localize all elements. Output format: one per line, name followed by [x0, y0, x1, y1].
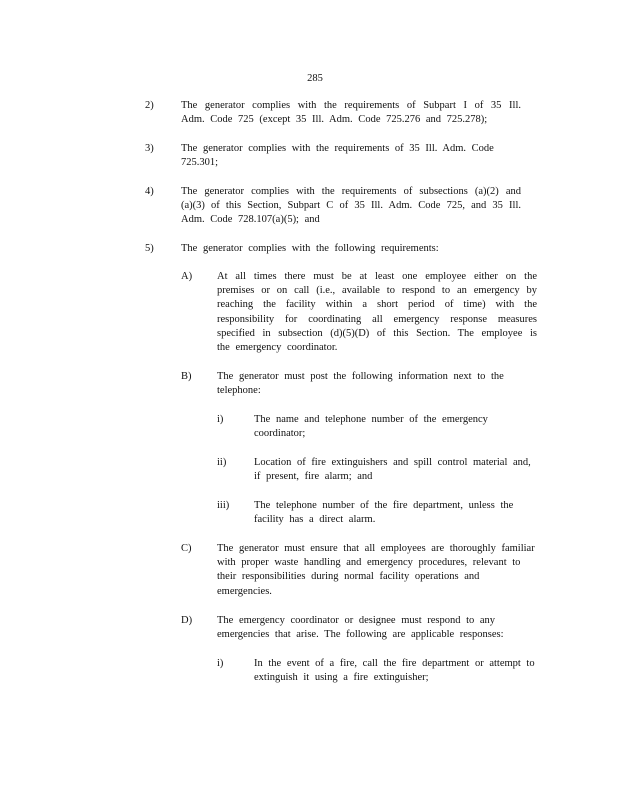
subsubitem-label: i) — [217, 658, 224, 669]
subsubitem-text: The telephone number of the fire department, unless the facility has a direct alarm. — [254, 500, 514, 526]
subitem-label: C) — [181, 543, 192, 554]
list-item-text: The generator complies with the following requirements: — [181, 243, 439, 254]
subitem-text: At all times there must be at least one employee either on the premises or on call (i.e., available to respond to an emergency by reaching the facility within a short period of time) with the responsibility for coordinating all emergency response measures specified in subsection (d)(5)(D) of this Section. The employee is the emergency coordinator. — [217, 271, 537, 354]
list-item-label: 5) — [145, 243, 154, 254]
list-item-label: 2) — [145, 100, 154, 111]
subsubitem-label: i) — [217, 414, 224, 425]
page-number: 285 — [307, 73, 323, 84]
subitem-text: The emergency coordinator or designee must respond to any emergencies that arise. The following are applicable responses: — [217, 615, 504, 641]
subsubitem-label: ii) — [217, 457, 227, 468]
list-item-label: 3) — [145, 143, 154, 154]
subitem-text: The generator must post the following information next to the telephone: — [217, 371, 504, 397]
subitem-label: A) — [181, 271, 193, 282]
subitem-label: B) — [181, 371, 192, 382]
subsubitem-text: In the event of a fire, call the fire department or attempt to extinguish it using a fire extinguisher; — [254, 658, 535, 684]
subitem-text: The generator must ensure that all employees are thoroughly familiar with proper waste handling and emergency procedures, relevant to their responsibilities during normal facility operations and emergencies. — [217, 543, 535, 597]
list-item-label: 4) — [145, 186, 154, 197]
list-item-text: The generator complies with the requirements of 35 Ill. Adm. Code 725.301; — [181, 143, 494, 169]
subsubitem-label: iii) — [217, 500, 230, 511]
subsubitem-text: Location of fire extinguishers and spill control material and, if present, fire alarm; and — [254, 457, 531, 483]
list-item-text: The generator complies with the requirements of subsections (a)(2) and (a)(3) of this Section, Subpart C of 35 Ill. Adm. Code 725, and 35 Ill. Adm. Code 728.107(a)(5); and — [181, 186, 521, 226]
subitem-label: D) — [181, 615, 193, 626]
list-item-text: The generator complies with the requirements of Subpart I of 35 Ill. Adm. Code 725 (except 35 Ill. Adm. Code 725.276 and 725.278); — [181, 100, 521, 126]
subsubitem-text: The name and telephone number of the emergency coordinator; — [254, 414, 488, 440]
